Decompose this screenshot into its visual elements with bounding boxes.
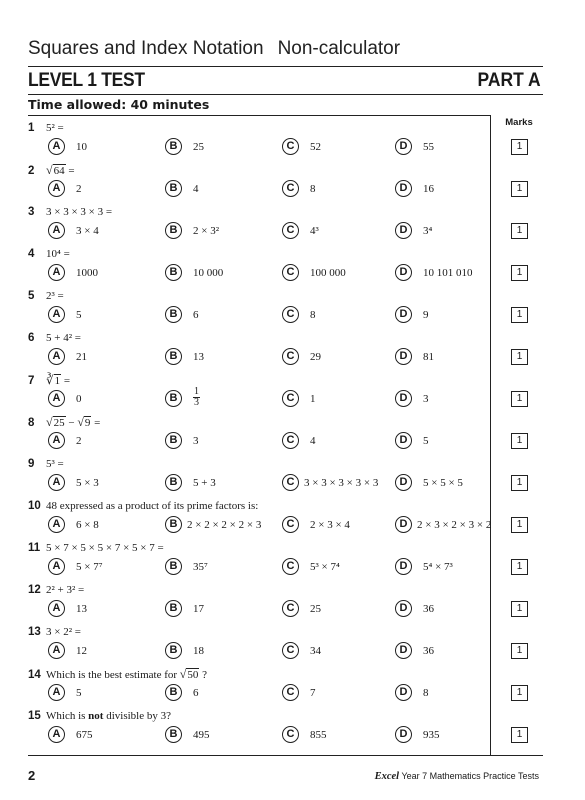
option-letter-circle[interactable]: B xyxy=(165,642,182,659)
question-stem xyxy=(28,120,64,136)
level-title: LEVEL 1 TEST xyxy=(28,70,145,91)
option-text: 25 xyxy=(193,141,204,153)
option-text: 35⁷ xyxy=(193,561,208,573)
time-allowed: Time allowed: 40 minutes xyxy=(28,97,210,112)
option-text: 34 xyxy=(310,645,321,657)
mark-box: 1 xyxy=(511,139,528,155)
option-text: 675 xyxy=(76,729,93,741)
option-text: 5 × 7⁷ xyxy=(76,561,103,573)
option-letter-circle[interactable]: D xyxy=(395,684,412,701)
option-letter-circle[interactable]: A xyxy=(48,474,65,491)
option-text: 17 xyxy=(193,603,204,615)
footer-book-title xyxy=(375,771,539,782)
option-text: 855 xyxy=(310,729,327,741)
question-1 xyxy=(28,120,548,162)
option-text: 5 xyxy=(423,435,429,447)
option-text: 25 xyxy=(310,603,321,615)
option-text: 9 xyxy=(423,309,429,321)
option-text: 12 xyxy=(76,645,87,657)
option-letter-circle[interactable]: A xyxy=(48,684,65,701)
option-text: 7 xyxy=(310,687,316,699)
question-text: ∛1 = xyxy=(46,373,71,387)
question-8 xyxy=(28,414,548,456)
header-rule xyxy=(28,66,543,67)
option-letter-circle[interactable]: D xyxy=(395,306,412,323)
mark-box: 1 xyxy=(511,559,528,575)
mark-box: 1 xyxy=(511,307,528,323)
option-text: 8 xyxy=(423,687,429,699)
option-text: 4 xyxy=(193,183,199,195)
option-text: 1 xyxy=(310,393,316,405)
option-letter-circle[interactable]: C xyxy=(282,138,299,155)
option-text: 36 xyxy=(423,603,434,615)
question-stem xyxy=(28,708,171,724)
option-text: 2 × 3² xyxy=(193,225,220,237)
option-text: 16 xyxy=(423,183,434,195)
option-text: 1000 xyxy=(76,267,98,279)
question-stem xyxy=(28,540,164,556)
option-letter-circle[interactable]: A xyxy=(48,222,65,239)
option-text: 3 × 4 xyxy=(76,225,99,237)
option-letter-circle[interactable]: B xyxy=(165,348,182,365)
mark-box: 1 xyxy=(511,601,528,617)
question-stem xyxy=(28,456,64,472)
option-text: 55 xyxy=(423,141,434,153)
question-stem xyxy=(28,666,207,682)
option-letter-circle[interactable]: C xyxy=(282,474,299,491)
option-letter-circle[interactable]: C xyxy=(282,516,299,533)
option-letter-circle[interactable]: B xyxy=(165,180,182,197)
option-letter-circle[interactable]: A xyxy=(48,390,65,407)
mark-box: 1 xyxy=(511,643,528,659)
option-letter-circle[interactable]: B xyxy=(165,516,182,533)
mode-label: Non-calculator xyxy=(277,38,401,59)
option-text: 2 × 3 × 2 × 3 × 2 xyxy=(417,519,492,531)
option-text: 5 + 3 xyxy=(193,477,216,489)
question-stem xyxy=(28,624,81,640)
question-number: 8 xyxy=(28,417,35,429)
option-text: 0 xyxy=(76,393,82,405)
option-text: 3 xyxy=(423,393,429,405)
option-letter-circle[interactable]: B xyxy=(165,138,182,155)
option-letter-circle[interactable]: A xyxy=(48,558,65,575)
question-number: 4 xyxy=(28,248,35,260)
question-13 xyxy=(28,624,548,666)
mark-box: 1 xyxy=(511,685,528,701)
option-text: 13 xyxy=(193,351,204,363)
option-letter-circle[interactable]: B xyxy=(165,726,182,743)
page-number: 2 xyxy=(28,768,36,783)
marks-heading: Marks xyxy=(505,117,533,128)
question-stem xyxy=(28,162,75,178)
option-letter-circle[interactable]: C xyxy=(282,222,299,239)
option-letter-circle[interactable]: C xyxy=(282,726,299,743)
question-5 xyxy=(28,288,548,330)
option-letter-circle[interactable]: A xyxy=(48,600,65,617)
option-letter-circle[interactable]: B xyxy=(165,474,182,491)
mark-box: 1 xyxy=(511,223,528,239)
option-text: 52 xyxy=(310,141,321,153)
question-number: 15 xyxy=(28,710,41,722)
question-3 xyxy=(28,204,548,246)
question-number: 6 xyxy=(28,332,35,344)
mark-box: 1 xyxy=(511,265,528,281)
title-rule xyxy=(28,94,543,95)
option-text: 6 xyxy=(193,309,199,321)
option-letter-circle[interactable]: B xyxy=(165,222,182,239)
questions-top-rule xyxy=(28,115,490,116)
option-text: 10 xyxy=(76,141,87,153)
question-number: 7 xyxy=(28,375,35,387)
option-text: 100 000 xyxy=(310,267,346,279)
option-text: 5⁴ × 7³ xyxy=(423,561,453,573)
question-11 xyxy=(28,540,548,582)
question-number: 10 xyxy=(28,500,41,512)
question-text: 5 × 7 × 5 × 5 × 7 × 5 × 7 = xyxy=(46,542,164,554)
option-letter-circle[interactable]: D xyxy=(395,432,412,449)
option-text: 3⁴ xyxy=(423,225,433,237)
question-text: 2³ = xyxy=(46,290,64,302)
mark-box: 1 xyxy=(511,349,528,365)
question-number: 5 xyxy=(28,290,35,302)
option-text: 4 xyxy=(310,435,316,447)
option-letter-circle[interactable]: C xyxy=(282,642,299,659)
question-stem xyxy=(28,288,64,304)
topic-title: Squares and Index Notation xyxy=(28,38,264,59)
part-title: PART A xyxy=(477,70,541,91)
option-letter-circle[interactable]: A xyxy=(48,306,65,323)
question-12 xyxy=(28,582,548,624)
option-text: 2 × 2 × 2 × 2 × 3 xyxy=(187,519,262,531)
question-stem xyxy=(28,204,112,220)
question-number: 13 xyxy=(28,626,41,638)
option-text: 5 xyxy=(76,687,82,699)
option-letter-circle[interactable]: B xyxy=(165,264,182,281)
brand-name: Excel xyxy=(374,771,400,782)
option-letter-circle[interactable]: A xyxy=(48,432,65,449)
mark-box: 1 xyxy=(511,181,528,197)
option-letter-circle[interactable]: A xyxy=(48,180,65,197)
question-9 xyxy=(28,456,548,498)
question-15 xyxy=(28,708,548,750)
option-text: 4³ xyxy=(310,225,319,237)
option-text: 3 × 3 × 3 × 3 × 3 xyxy=(304,477,379,489)
option-text: 495 xyxy=(193,729,210,741)
option-text: 6 × 8 xyxy=(76,519,99,531)
option-letter-circle[interactable]: B xyxy=(165,306,182,323)
question-text: √25 − √9 = xyxy=(46,415,101,429)
option-text: 13 xyxy=(76,603,87,615)
question-4 xyxy=(28,246,548,288)
option-letter-circle[interactable]: C xyxy=(282,264,299,281)
question-number: 11 xyxy=(28,542,41,554)
option-letter-circle[interactable]: B xyxy=(165,600,182,617)
option-letter-circle[interactable]: C xyxy=(282,600,299,617)
question-number: 14 xyxy=(28,669,41,681)
option-text: 3 xyxy=(193,435,199,447)
option-letter-circle[interactable]: C xyxy=(282,684,299,701)
question-14 xyxy=(28,666,548,708)
option-letter-circle[interactable]: D xyxy=(395,390,412,407)
question-stem xyxy=(28,330,81,346)
question-text: √64 = xyxy=(46,163,75,177)
question-7 xyxy=(28,372,548,414)
option-letter-circle[interactable]: B xyxy=(165,390,182,407)
question-stem xyxy=(28,498,258,514)
question-text: 3 × 2² = xyxy=(46,626,81,638)
option-letter-circle[interactable]: D xyxy=(395,558,412,575)
option-letter-circle[interactable]: B xyxy=(165,432,182,449)
mark-box: 1 xyxy=(511,517,528,533)
option-text: 2 xyxy=(76,183,82,195)
option-text: 935 xyxy=(423,729,440,741)
option-text: 10 000 xyxy=(193,267,224,279)
option-letter-circle[interactable]: C xyxy=(282,558,299,575)
option-letter-circle[interactable]: D xyxy=(395,180,412,197)
question-number: 12 xyxy=(28,584,41,596)
footer-rule xyxy=(28,755,543,756)
option-letter-circle[interactable]: C xyxy=(282,390,299,407)
option-text: $\frac{1}{3}$ xyxy=(194,386,199,408)
option-text: 6 xyxy=(193,687,199,699)
question-number: 9 xyxy=(28,458,35,470)
question-stem xyxy=(28,246,70,262)
question-text: 5² = xyxy=(46,122,64,134)
page-header-title xyxy=(28,38,548,60)
option-text: 5 × 3 xyxy=(76,477,99,489)
book-title: Year 7 Mathematics Practice Tests xyxy=(401,771,539,781)
option-letter-circle[interactable]: D xyxy=(395,516,412,533)
option-letter-circle[interactable]: D xyxy=(395,642,412,659)
option-text: 5 × 5 × 5 xyxy=(423,477,463,489)
option-letter-circle[interactable]: A xyxy=(48,138,65,155)
option-text: 10 101 010 xyxy=(423,267,473,279)
question-list xyxy=(28,120,548,750)
question-number: 3 xyxy=(28,206,35,218)
option-letter-circle[interactable]: D xyxy=(395,474,412,491)
option-letter-circle[interactable]: D xyxy=(395,264,412,281)
option-text: 5³ × 7⁴ xyxy=(310,561,340,573)
option-text: 36 xyxy=(423,645,434,657)
question-10 xyxy=(28,498,548,540)
option-letter-circle[interactable]: B xyxy=(165,684,182,701)
question-text: 5 + 4² = xyxy=(46,332,81,344)
question-text: 5³ = xyxy=(46,458,64,470)
option-letter-circle[interactable]: D xyxy=(395,138,412,155)
question-number: 2 xyxy=(28,165,35,177)
question-text: 3 × 3 × 3 × 3 = xyxy=(46,206,113,218)
mark-box: 1 xyxy=(511,433,528,449)
mark-box: 1 xyxy=(511,391,528,407)
option-letter-circle[interactable]: A xyxy=(48,516,65,533)
option-letter-circle[interactable]: C xyxy=(282,306,299,323)
question-text: Which is not divisible by 3? xyxy=(46,710,171,722)
option-text: 8 xyxy=(310,309,316,321)
question-text: 10⁴ = xyxy=(46,248,70,260)
option-letter-circle[interactable]: A xyxy=(48,348,65,365)
option-letter-circle[interactable]: B xyxy=(165,558,182,575)
mark-box: 1 xyxy=(511,475,528,491)
option-letter-circle[interactable]: C xyxy=(282,180,299,197)
option-letter-circle[interactable]: D xyxy=(395,726,412,743)
option-letter-circle[interactable]: D xyxy=(395,348,412,365)
question-stem xyxy=(28,372,70,388)
option-letter-circle[interactable]: D xyxy=(395,222,412,239)
option-letter-circle[interactable]: A xyxy=(48,642,65,659)
question-6 xyxy=(28,330,548,372)
option-letter-circle[interactable]: C xyxy=(282,432,299,449)
option-text: 81 xyxy=(423,351,434,363)
question-2 xyxy=(28,162,548,204)
option-letter-circle[interactable]: A xyxy=(48,726,65,743)
option-text: 21 xyxy=(76,351,87,363)
question-stem xyxy=(28,414,100,430)
question-text: Which is the best estimate for √50 ? xyxy=(46,667,208,681)
option-letter-circle[interactable]: D xyxy=(395,600,412,617)
option-text: 5 xyxy=(76,309,82,321)
option-text: 8 xyxy=(310,183,316,195)
option-text: 18 xyxy=(193,645,204,657)
question-text: 2² + 3² = xyxy=(46,584,85,596)
question-text: 48 expressed as a product of its prime factors is: xyxy=(46,500,259,512)
question-stem xyxy=(28,582,84,598)
mark-box: 1 xyxy=(511,727,528,743)
option-text: 2 × 3 × 4 xyxy=(310,519,350,531)
option-text: 29 xyxy=(310,351,321,363)
option-letter-circle[interactable]: A xyxy=(48,264,65,281)
question-number: 1 xyxy=(28,122,35,134)
option-text: 2 xyxy=(76,435,82,447)
option-letter-circle[interactable]: C xyxy=(282,348,299,365)
